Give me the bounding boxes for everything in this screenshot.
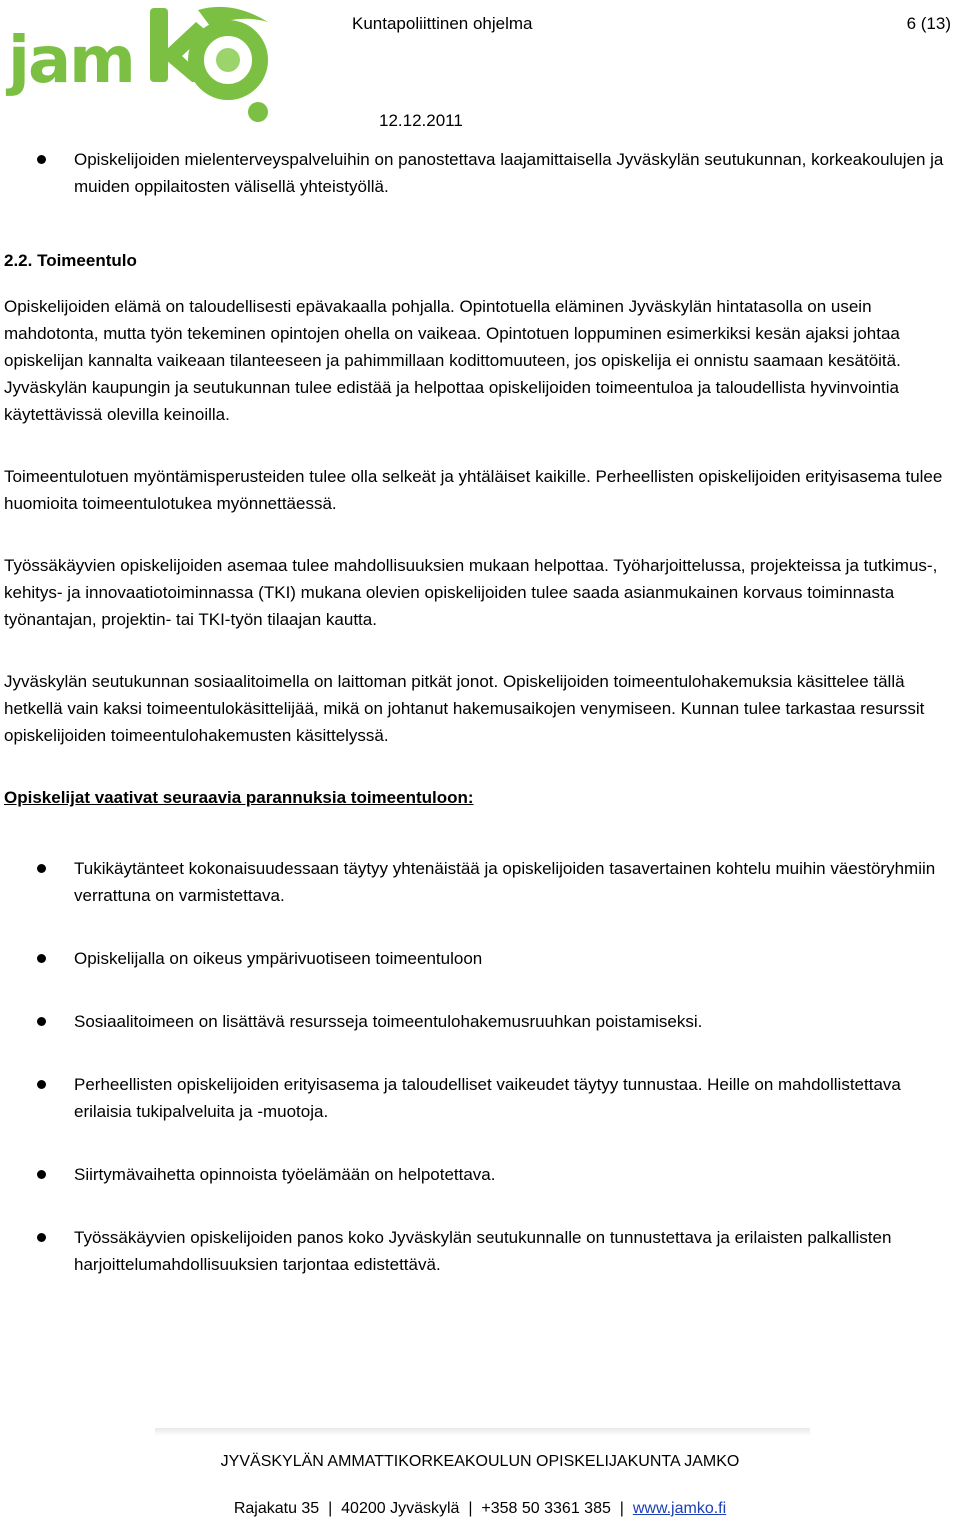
demand-item [4,1161,960,1188]
logo-k-stem [150,8,168,82]
demand-text: Sosiaalitoimeen on lisättävä resursseja toimeentulohakemusruuhkan poistamiseksi. [74,1012,703,1031]
jamko-logo [0,0,290,130]
demand-item [4,1224,960,1278]
logo-o-center [216,48,240,72]
footer-separator: | [323,1500,337,1517]
paragraph-4: Jyväskylän seutukunnan sosiaalitoimella on laittoman pitkät jonot. Opiskelijoiden toimeentulohakemuksia käsittelee tällä hetkellä vain kaksi toimeentulokäsittelijää, mikä on johtanut hakemusaikojen venymiseen. Kunnan tulee tarkastaa resurssit opiskelijoiden toimeentulohakemusten käsittelyssä. [4,672,925,745]
bullet-dot [4,1008,74,1035]
footer-separator: | [463,1500,477,1517]
bullet-dot [4,1224,74,1251]
page-number: 6 (13) [906,14,951,33]
footer-organization: JYVÄSKYLÄN AMMATTIKORKEAKOULUN OPISKELIJAKUNTA JAMKO [220,1453,740,1470]
demand-text: Työssäkäyvien opiskelijoiden panos koko Jyväskylän seutukunnalle on tunnustettava ja erilaisten palkallisten harjoittelumahdollisuuksien tarjontaa edistettävä. [74,1228,892,1274]
demand-text: Tukikäytänteet kokonaisuudessaan täytyy yhtenäistää ja opiskelijoiden tasavertainen kohtelu muihin väestöryhmiin verrattuna on varmistettava. [74,859,936,905]
demand-text: Siirtymävaihetta opinnoista työelämään on helpotettava. [74,1165,496,1184]
paragraph-2: Toimeentulotuen myöntämisperusteiden tulee olla selkeät ja yhtäläiset kaikille. Perheellisten opiskelijoiden erityisasema tulee huomioita toimeentulotukea myönnettäessä. [4,467,943,513]
bullet-dot [4,1071,74,1098]
footer-phone: +358 50 3361 385 [481,1500,611,1517]
bullet-dot [4,146,74,173]
paragraph-1: Opiskelijoiden elämä on taloudellisesti epävakaalla pohjalla. Opintotuella eläminen Jyväskylän hintatasolla on usein mahdotonta, mutta työn tekeminen opintojen ohella on vaikeaa. Opintotuen loppuminen esimerkiksi kesän ajaksi johtaa opiskelijan kannalta vaikeaan tilanteeseen ja pahimmillaan kodittomuuteen, jos opiskelija ei onnistu saamaan kesätöitä. Jyväskylän kaupungin ja seutukunnan tulee edistää ja helpottaa opiskelijoiden toimeentuloa ja taloudellista hyvinvointia käytettävissä olevilla keinoilla. [4,297,901,424]
demand-item [4,1008,960,1035]
demand-text: Opiskelijalla on oikeus ympärivuotiseen toimeentuloon [74,949,483,968]
demand-item [4,945,960,972]
logo-dot [248,102,268,122]
main-content [4,146,960,1278]
footer-website-link[interactable]: www.jamko.fi [632,1500,727,1517]
paragraph-3: Työssäkäyvien opiskelijoiden asemaa tulee mahdollisuuksien mukaan helpottaa. Työharjoittelussa, projekteissa ja tutkimus-, kehitys- ja innovaatiotoiminnassa (TKI) mukana olevien opiskelijoiden tulee saada asianmukainen korvaus toiminnasta työnantajan, projektin- tai TKI-työn tilaajan kautta. [4,556,938,629]
intro-bullet [4,146,960,200]
section-heading: 2.2. Toimeentulo [4,251,137,270]
bullet-dot [4,945,74,972]
demand-item [4,855,960,909]
bullet-dot [4,855,74,882]
footer-postal: 40200 Jyväskylä [341,1500,460,1517]
bullet-dot [4,1161,74,1188]
footer-separator: | [615,1500,629,1517]
footer-address: Rajakatu 35 [233,1500,320,1517]
demand-item [4,1071,960,1125]
demand-text: Perheellisten opiskelijoiden erityisasema ja taloudelliset vaikeudet täytyy tunnustaa. Heille on mahdollistettava erilaisia tukipalveluita ja -muotoja. [74,1075,901,1121]
document-title: Kuntapoliittinen ohjelma [352,14,533,33]
demands-heading: Opiskelijat vaativat seuraavia parannuksia toimeentuloon: [4,788,474,807]
footer-contact [0,1500,960,1518]
footer-divider [155,1428,810,1436]
document-date: 12.12.2011 [379,111,463,130]
intro-bullet-text: Opiskelijoiden mielenterveyspalveluihin on panostettava laajamittaisella Jyväskylän seutukunnan, korkeakoulujen ja muiden oppilaitosten välisellä yhteistyöllä. [74,150,944,196]
logo-wordmark: jam [8,24,134,98]
